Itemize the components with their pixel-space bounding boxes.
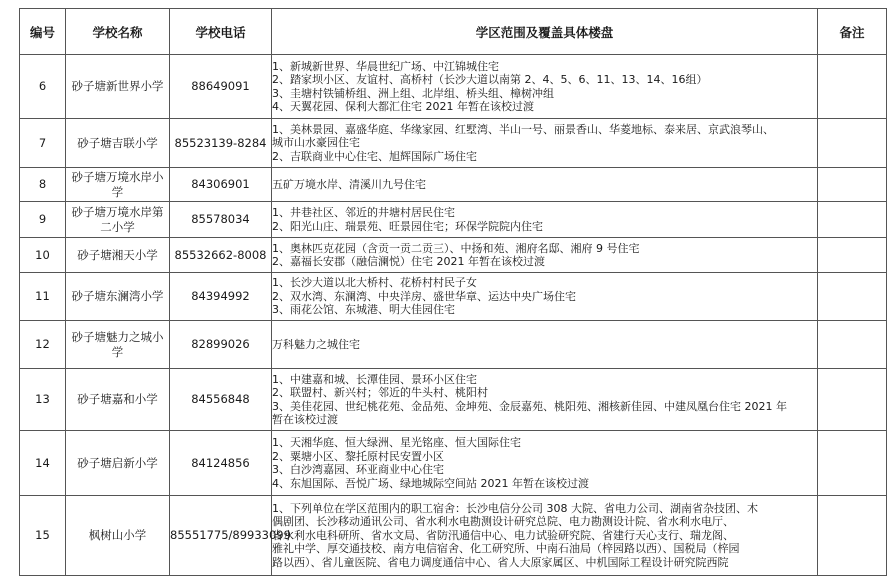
remark-cell	[818, 496, 887, 576]
table-row	[20, 238, 887, 273]
row-number: 7	[20, 119, 66, 168]
remark-cell	[818, 369, 887, 431]
table-row	[20, 55, 887, 119]
scope-line: 万科魅力之城住宅	[272, 337, 360, 351]
scope-line: 路以西）、省儿童医院、省电力调度通信中心、省人大原家属区、中机国际工程设计研究院西院	[272, 555, 729, 569]
header-school-phone: 学校电话	[170, 9, 272, 55]
school-phone: 85551775/89933099	[170, 496, 272, 576]
school-phone: 84394992	[170, 273, 272, 321]
header-number: 编号	[20, 9, 66, 55]
row-number: 9	[20, 202, 66, 238]
row-number: 12	[20, 321, 66, 369]
scope-line: 1、美林景园、嘉盛华庭、华缘家园、红墅湾、半山一号、丽景香山、华菱地标、泰来居、京武浪琴山、	[272, 122, 774, 136]
scope-line: 省水利水电科研所、省水文局、省防汛通信中心、电力试验研究院、省建行天心支行、瑞龙阁、	[272, 528, 734, 542]
school-name: 砂子塘嘉和小学	[66, 369, 170, 431]
table-row	[20, 168, 887, 202]
school-phone: 85532662-8008	[170, 238, 272, 273]
district-scope	[272, 238, 818, 273]
table-row	[20, 273, 887, 321]
school-phone: 84124856	[170, 431, 272, 496]
remark-cell	[818, 119, 887, 168]
school-district-table	[19, 8, 887, 576]
school-phone: 85578034	[170, 202, 272, 238]
scope-line: 偶剧团、长沙移动通讯公司、省水利水电勘测设计研究总院、电力勘测设计院、省水利水电厅、	[272, 515, 734, 529]
header-district-scope: 学区范围及覆盖具体楼盘	[272, 9, 818, 55]
header-school-name: 学校名称	[66, 9, 170, 55]
scope-line: 3、圭塘村铁铺桥组、洲上组、北岸组、桥头组、樟树冲组	[272, 86, 554, 100]
scope-line: 雅礼中学、厚交通技校、南方电信宿舍、化工研究所、中南石油局（梓园路以西）、国税局（梓园	[272, 542, 740, 556]
school-name: 砂子塘万境水岸小学	[66, 168, 170, 202]
school-name: 砂子塘新世界小学	[66, 55, 170, 119]
table-row	[20, 119, 887, 168]
scope-line: 2、踏家坝小区、友谊村、高桥村（长沙大道以南第 2、4、5、6、11、13、14、16组）	[272, 73, 708, 86]
table-row	[20, 321, 887, 369]
remark-cell	[818, 431, 887, 496]
scope-line: 4、东旭国际、吾悦广场、绿地城际空间站 2021 年暂在该校过渡	[272, 476, 589, 490]
district-scope	[272, 55, 818, 119]
district-scope	[272, 431, 818, 496]
school-name: 砂子塘东澜湾小学	[66, 273, 170, 321]
table-row	[20, 431, 887, 496]
district-scope	[272, 369, 818, 431]
scope-line: 2、吉联商业中心住宅、旭辉国际广场住宅	[272, 149, 477, 163]
scope-line: 2、双水湾、东澜湾、中央洋房、盛世华章、运达中央广场住宅	[272, 289, 576, 303]
district-scope	[272, 273, 818, 321]
scope-line: 1、中建嘉和城、长潭佳园、景环小区住宅	[272, 372, 477, 386]
row-number: 8	[20, 168, 66, 202]
table-row	[20, 202, 887, 238]
school-name: 砂子塘湘天小学	[66, 238, 170, 273]
school-phone: 84306901	[170, 168, 272, 202]
district-scope	[272, 321, 818, 369]
row-number: 13	[20, 369, 66, 431]
row-number: 14	[20, 431, 66, 496]
remark-cell	[818, 273, 887, 321]
district-scope	[272, 119, 818, 168]
scope-line: 3、美佳花园、世纪桃花苑、金品苑、金坤苑、金辰嘉苑、桃阳苑、湘核新佳园、中建凤凰台住宅 2021 年	[272, 399, 787, 413]
row-number: 10	[20, 238, 66, 273]
scope-line: 1、井巷社区、邻近的井塘村居民住宅	[272, 206, 455, 219]
school-phone: 82899026	[170, 321, 272, 369]
scope-line: 1、天湘华庭、恒大绿洲、星光铭座、恒大国际住宅	[272, 436, 521, 449]
table-row	[20, 496, 887, 576]
school-name: 砂子塘启新小学	[66, 431, 170, 496]
scope-line: 4、天翼花园、保利大都汇住宅 2021 年暂在该校过渡	[272, 100, 534, 113]
school-name: 枫树山小学	[66, 496, 170, 576]
remark-cell	[818, 238, 887, 273]
scope-line: 城市山水豪园住宅	[272, 136, 360, 150]
school-phone: 84556848	[170, 369, 272, 431]
scope-line: 3、雨花公馆、东城港、明大佳园住宅	[272, 303, 455, 317]
district-scope	[272, 496, 818, 576]
scope-line: 1、长沙大道以北大桥村、花桥村村民子女	[272, 276, 477, 290]
district-scope	[272, 168, 818, 202]
scope-line: 五矿万境水岸、清溪川九号住宅	[272, 177, 426, 191]
row-number: 6	[20, 55, 66, 119]
remark-cell	[818, 168, 887, 202]
school-name: 砂子塘万境水岸第二小学	[66, 202, 170, 238]
row-number: 15	[20, 496, 66, 576]
scope-line: 1、新城新世界、华晨世纪广场、中江锦城住宅	[272, 59, 499, 73]
scope-line: 1、下列单位在学区范围内的职工宿舍：长沙电信分公司 308 大院、省电力公司、湖南省杂技团、木	[272, 501, 758, 515]
scope-line: 2、阳光山庄、瑞景苑、旺景园住宅；环保学院院内住宅	[272, 219, 543, 233]
scope-line: 2、联盟村、新兴村；邻近的牛头村、桃阳村	[272, 386, 488, 399]
school-phone: 88649091	[170, 55, 272, 119]
school-name: 砂子塘吉联小学	[66, 119, 170, 168]
school-name: 砂子塘魅力之城小学	[66, 321, 170, 369]
header-row	[20, 9, 887, 55]
scope-line: 暂在该校过渡	[272, 413, 338, 426]
school-phone: 85523139-8284	[170, 119, 272, 168]
scope-line: 3、白沙湾嘉园、环亚商业中心住宅	[272, 463, 444, 476]
header-remark: 备注	[818, 9, 887, 55]
row-number: 11	[20, 273, 66, 321]
district-scope	[272, 202, 818, 238]
remark-cell	[818, 202, 887, 238]
scope-line: 2、嘉福长安郡（融信澜悦）住宅 2021 年暂在该校过渡	[272, 255, 545, 268]
table-row	[20, 369, 887, 431]
scope-line: 2、粟塘小区、黎托原村民安置小区	[272, 449, 444, 463]
remark-cell	[818, 321, 887, 369]
scope-line: 1、奥林匹克花园（含贡一贡二贡三）、中扬和苑、湘府名邸、湘府 9 号住宅	[272, 241, 640, 255]
remark-cell	[818, 55, 887, 119]
